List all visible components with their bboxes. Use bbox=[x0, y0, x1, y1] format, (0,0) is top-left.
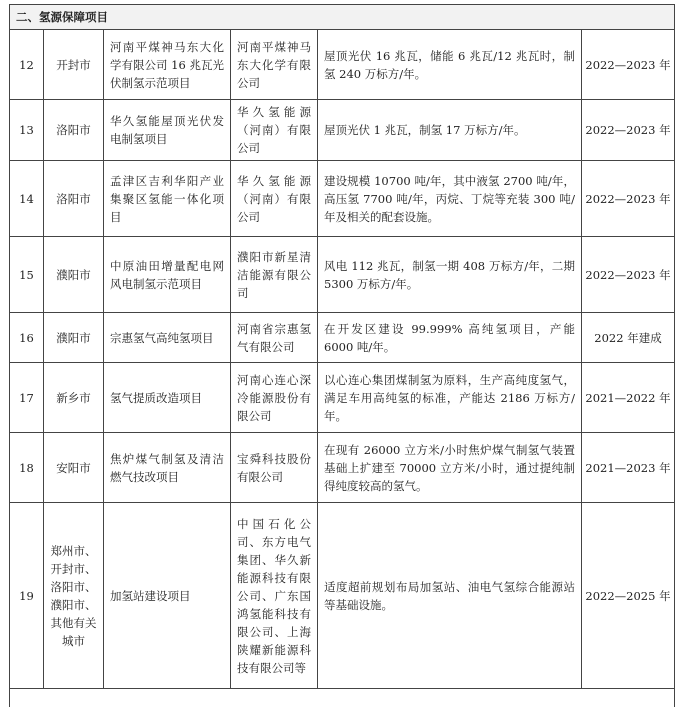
table-row bbox=[10, 363, 675, 433]
project-name-cell: 氢气提质改造项目 bbox=[104, 363, 231, 433]
table-row bbox=[10, 313, 675, 363]
content-cell: 屋顶光伏 1 兆瓦，制氢 17 万标方/年。 bbox=[318, 100, 582, 161]
project-name-cell: 加氢站建设项目 bbox=[104, 503, 231, 689]
project-name-cell: 宗惠氢气高纯氢项目 bbox=[104, 313, 231, 363]
table-row bbox=[10, 503, 675, 689]
content-cell: 以心连心集团煤制氢为原料，生产高纯度氢气，满足车用高纯氢的标准，产能达 2186 万标方/年。 bbox=[318, 363, 582, 433]
row-number: 17 bbox=[10, 363, 44, 433]
company-cell: 河南平煤神马东大化学有限公司 bbox=[231, 30, 318, 100]
project-name-cell: 孟津区吉利华阳产业集聚区氢能一体化项目 bbox=[104, 161, 231, 237]
row-number: 19 bbox=[10, 503, 44, 689]
project-table-page bbox=[9, 4, 674, 707]
company-cell: 濮阳市新星清洁能源有限公司 bbox=[231, 237, 318, 313]
city-cell: 濮阳市 bbox=[44, 313, 104, 363]
content-cell: 屋顶光伏 16 兆瓦，储能 6 兆瓦/12 兆瓦时，制氢 240 万标方/年。 bbox=[318, 30, 582, 100]
city-cell: 新乡市 bbox=[44, 363, 104, 433]
table-row bbox=[10, 433, 675, 503]
content-cell: 在现有 26000 立方米/小时焦炉煤气制氢气装置基础上扩建至 70000 立方米/小时，通过提纯制得纯度较高的氢气。 bbox=[318, 433, 582, 503]
hydrogen-projects-table bbox=[9, 4, 675, 707]
company-cell: 华久氢能源（河南）有限公司 bbox=[231, 161, 318, 237]
content-cell: 在开发区建设 99.999% 高纯氢项目，产能 6000 吨/年。 bbox=[318, 313, 582, 363]
period-cell: 2022—2023 年 bbox=[582, 100, 675, 161]
table-row bbox=[10, 161, 675, 237]
company-cell: 河南省宗惠氢气有限公司 bbox=[231, 313, 318, 363]
table-row bbox=[10, 30, 675, 100]
row-number: 18 bbox=[10, 433, 44, 503]
period-cell: 2021—2023 年 bbox=[582, 433, 675, 503]
city-cell: 郑州市、开封市、洛阳市、濮阳市、其他有关城市 bbox=[44, 503, 104, 689]
company-cell: 宝舜科技股份有限公司 bbox=[231, 433, 318, 503]
project-name-cell: 中原油田增量配电网风电制氢示范项目 bbox=[104, 237, 231, 313]
continuation-cell bbox=[10, 689, 675, 707]
row-number: 12 bbox=[10, 30, 44, 100]
project-name-cell: 河南平煤神马东大化学有限公司 16 兆瓦光伏制氢示范项目 bbox=[104, 30, 231, 100]
table-continuation-row bbox=[10, 689, 675, 707]
row-number: 15 bbox=[10, 237, 44, 313]
content-cell: 建设规模 10700 吨/年，其中液氢 2700 吨/年，高压氢 7700 吨/年，丙烷、丁烷等充装 300 吨/年及相关的配套设施。 bbox=[318, 161, 582, 237]
city-cell: 开封市 bbox=[44, 30, 104, 100]
row-number: 16 bbox=[10, 313, 44, 363]
city-cell: 濮阳市 bbox=[44, 237, 104, 313]
table-row bbox=[10, 237, 675, 313]
content-cell: 适度超前规划布局加氢站、油电气氢综合能源站等基础设施。 bbox=[318, 503, 582, 689]
section-header-row bbox=[10, 5, 675, 30]
project-name-cell: 华久氢能屋顶光伏发电制氢项目 bbox=[104, 100, 231, 161]
company-cell: 华久氢能源（河南）有限公司 bbox=[231, 100, 318, 161]
city-cell: 安阳市 bbox=[44, 433, 104, 503]
table-row bbox=[10, 100, 675, 161]
period-cell: 2022—2023 年 bbox=[582, 30, 675, 100]
city-cell: 洛阳市 bbox=[44, 161, 104, 237]
period-cell: 2022—2023 年 bbox=[582, 237, 675, 313]
company-cell: 中国石化公司、东方电气集团、华久新能源科技有限公司、广东国鸿氢能科技有限公司、上海陕耀新能源科技有限公司等 bbox=[231, 503, 318, 689]
project-name-cell: 焦炉煤气制氢及清洁燃气技改项目 bbox=[104, 433, 231, 503]
city-cell: 洛阳市 bbox=[44, 100, 104, 161]
section-title: 二、氢源保障项目 bbox=[10, 5, 675, 30]
period-cell: 2022 年建成 bbox=[582, 313, 675, 363]
row-number: 13 bbox=[10, 100, 44, 161]
content-cell: 风电 112 兆瓦，制氢一期 408 万标方/年，二期 5300 万标方/年。 bbox=[318, 237, 582, 313]
row-number: 14 bbox=[10, 161, 44, 237]
period-cell: 2022—2025 年 bbox=[582, 503, 675, 689]
company-cell: 河南心连心深冷能源股份有限公司 bbox=[231, 363, 318, 433]
period-cell: 2021—2022 年 bbox=[582, 363, 675, 433]
period-cell: 2022—2023 年 bbox=[582, 161, 675, 237]
